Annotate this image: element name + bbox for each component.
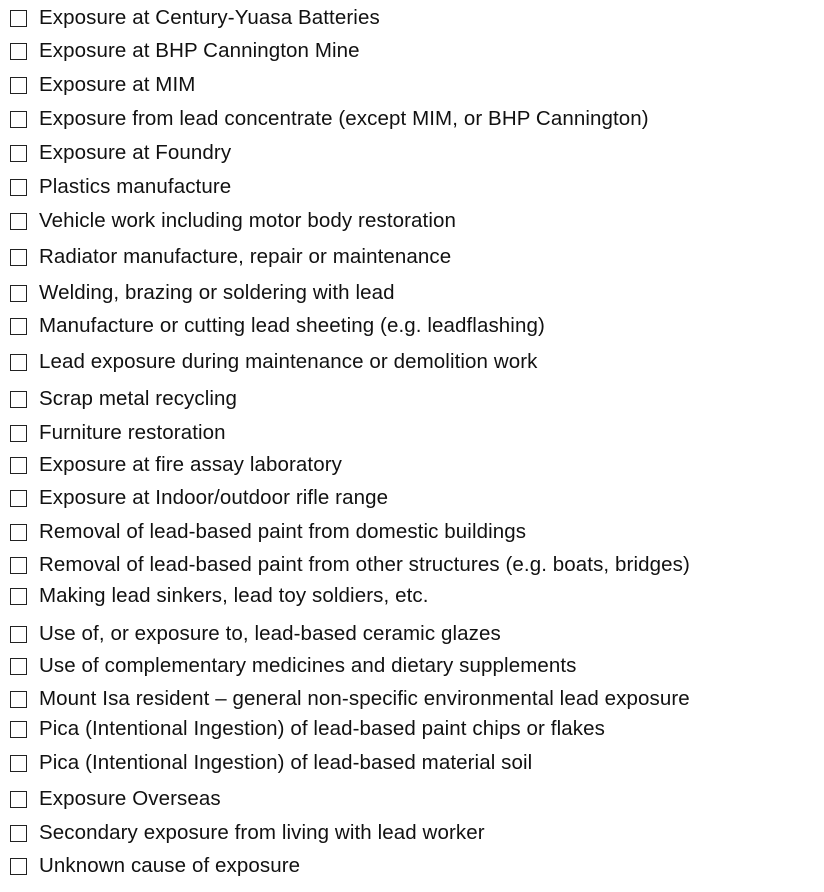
checklist-item[interactable] bbox=[10, 278, 395, 308]
checklist-item[interactable] bbox=[10, 104, 649, 134]
checklist-item[interactable] bbox=[10, 347, 538, 377]
checklist-item[interactable] bbox=[10, 818, 485, 848]
checklist-item-label: Pica (Intentional Ingestion) of lead-based material soil bbox=[39, 751, 533, 774]
checkbox[interactable] bbox=[10, 457, 27, 474]
checklist-item[interactable] bbox=[10, 36, 360, 66]
checklist-item[interactable] bbox=[10, 172, 231, 202]
checklist-item-label: Exposure at Century-Yuasa Batteries bbox=[39, 6, 380, 29]
checklist-item[interactable] bbox=[10, 748, 532, 778]
checkbox[interactable] bbox=[10, 354, 27, 371]
checklist-item[interactable] bbox=[10, 242, 451, 272]
checklist-item[interactable] bbox=[10, 684, 690, 714]
checkbox[interactable] bbox=[10, 557, 27, 574]
checkbox[interactable] bbox=[10, 658, 27, 675]
checklist-item[interactable] bbox=[10, 311, 545, 341]
checklist-item-label: Unknown cause of exposure bbox=[39, 854, 301, 877]
checklist-item-label: Exposure at Indoor/outdoor rifle range bbox=[39, 486, 389, 509]
checklist-item[interactable] bbox=[10, 651, 577, 681]
checkbox[interactable] bbox=[10, 111, 27, 128]
checklist-item[interactable] bbox=[10, 384, 237, 414]
checklist-item[interactable] bbox=[10, 784, 221, 814]
checklist-item-label: Mount Isa resident – general non-specific environmental lead exposure bbox=[39, 687, 690, 710]
checklist-item[interactable] bbox=[10, 619, 501, 649]
checklist-item-label: Exposure at Foundry bbox=[39, 141, 232, 164]
checkbox[interactable] bbox=[10, 285, 27, 302]
checklist-item[interactable] bbox=[10, 581, 429, 611]
checklist-item[interactable] bbox=[10, 851, 300, 881]
checkbox[interactable] bbox=[10, 755, 27, 772]
checklist-item-label: Pica (Intentional Ingestion) of lead-based paint chips or flakes bbox=[39, 717, 605, 740]
checkbox[interactable] bbox=[10, 213, 27, 230]
checkbox[interactable] bbox=[10, 721, 27, 738]
checklist-item-label: Use of, or exposure to, lead-based ceramic glazes bbox=[39, 622, 501, 645]
checklist-item-label: Removal of lead-based paint from other structures (e.g. boats, bridges) bbox=[39, 553, 690, 576]
checklist-item-label: Radiator manufacture, repair or maintenance bbox=[39, 245, 452, 268]
checklist-item-label: Vehicle work including motor body restoration bbox=[39, 209, 456, 232]
checklist-item-label: Exposure at fire assay laboratory bbox=[39, 453, 342, 476]
checklist-item-label: Lead exposure during maintenance or demolition work bbox=[39, 350, 538, 373]
checkbox[interactable] bbox=[10, 825, 27, 842]
checklist-item[interactable] bbox=[10, 714, 605, 744]
checklist-item[interactable] bbox=[10, 550, 690, 580]
checkbox[interactable] bbox=[10, 691, 27, 708]
checkbox[interactable] bbox=[10, 10, 27, 27]
checkbox[interactable] bbox=[10, 524, 27, 541]
checkbox[interactable] bbox=[10, 179, 27, 196]
checklist-item-label: Plastics manufacture bbox=[39, 175, 232, 198]
checklist-item[interactable] bbox=[10, 418, 226, 448]
checklist-item-label: Exposure from lead concentrate (except MIM, or BHP Cannington) bbox=[39, 107, 649, 130]
checklist-item-label: Scrap metal recycling bbox=[39, 387, 238, 410]
checklist-item-label: Making lead sinkers, lead toy soldiers, etc. bbox=[39, 584, 429, 607]
checkbox[interactable] bbox=[10, 43, 27, 60]
checkbox[interactable] bbox=[10, 145, 27, 162]
checkbox[interactable] bbox=[10, 490, 27, 507]
checkbox[interactable] bbox=[10, 588, 27, 605]
checklist-item-label: Secondary exposure from living with lead worker bbox=[39, 821, 485, 844]
checkbox[interactable] bbox=[10, 425, 27, 442]
checklist-item-label: Use of complementary medicines and dietary supplements bbox=[39, 654, 577, 677]
checkbox[interactable] bbox=[10, 318, 27, 335]
checkbox[interactable] bbox=[10, 77, 27, 94]
checkbox[interactable] bbox=[10, 626, 27, 643]
checklist-item-label: Exposure Overseas bbox=[39, 787, 221, 810]
checklist-item-label: Welding, brazing or soldering with lead bbox=[39, 281, 395, 304]
checkbox[interactable] bbox=[10, 391, 27, 408]
checklist-item[interactable] bbox=[10, 206, 456, 236]
checkbox[interactable] bbox=[10, 858, 27, 875]
checklist-item[interactable] bbox=[10, 3, 380, 33]
checklist-item[interactable] bbox=[10, 138, 231, 168]
checklist-item-label: Furniture restoration bbox=[39, 421, 226, 444]
checklist-item-label: Manufacture or cutting lead sheeting (e.g. leadflashing) bbox=[39, 314, 545, 337]
checklist-item[interactable] bbox=[10, 70, 195, 100]
checklist-item[interactable] bbox=[10, 483, 388, 513]
checkbox[interactable] bbox=[10, 791, 27, 808]
checkbox[interactable] bbox=[10, 249, 27, 266]
checklist-item-label: Exposure at MIM bbox=[39, 73, 196, 96]
checklist-item[interactable] bbox=[10, 450, 342, 480]
checklist-item-label: Removal of lead-based paint from domestic buildings bbox=[39, 520, 527, 543]
checklist-item-label: Exposure at BHP Cannington Mine bbox=[39, 39, 360, 62]
checklist-item[interactable] bbox=[10, 517, 526, 547]
